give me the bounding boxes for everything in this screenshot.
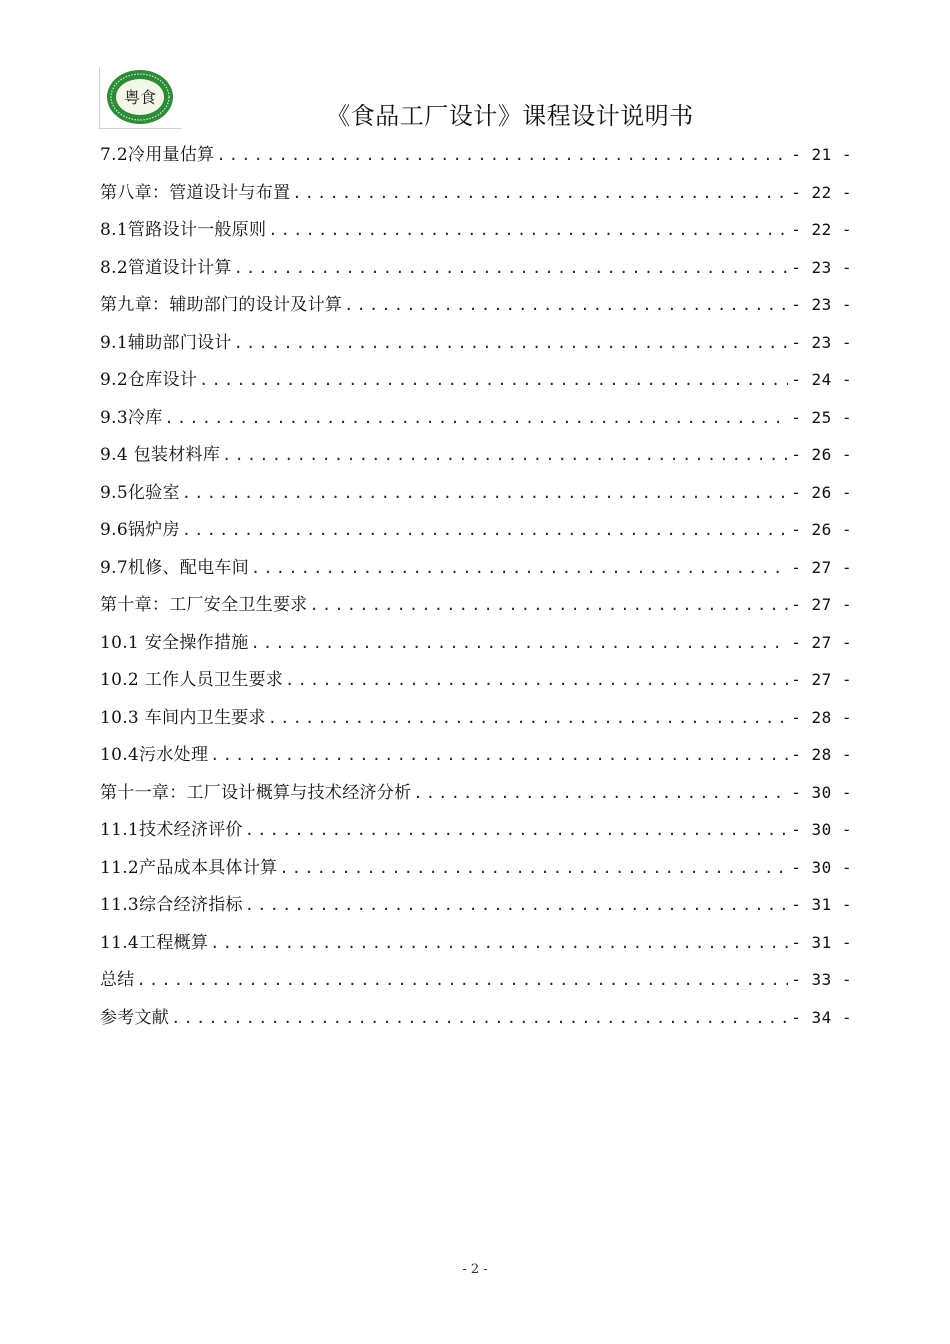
toc-entry-page: - 28 - — [791, 745, 852, 764]
toc-entry[interactable] — [100, 440, 852, 478]
toc-entry-title: 9.4 包装材料库 — [100, 445, 221, 465]
toc-dot-leader — [165, 409, 788, 427]
toc-dot-leader — [137, 971, 788, 989]
toc-entry-title: 第九章：辅助部门的设计及计算 — [100, 295, 343, 315]
toc-entry-page: - 23 - — [791, 295, 852, 314]
toc-dot-leader — [234, 259, 788, 277]
document-title: 《食品工厂设计》课程设计说明书 — [326, 102, 694, 130]
toc-entry-title: 9.1辅助部门设计 — [100, 332, 232, 353]
toc-entry-title: 10.1 安全操作措施 — [100, 632, 249, 653]
toc-entry[interactable] — [100, 740, 852, 778]
toc-entry-title: 11.1技术经济评价 — [100, 820, 243, 840]
toc-dot-leader — [251, 559, 788, 577]
toc-dot-leader — [268, 221, 788, 239]
toc-entry-title: 8.1管路设计一般原则 — [100, 220, 267, 240]
toc-entry-title: 9.2仓库设计 — [100, 370, 198, 390]
toc-entry-page: - 21 - — [791, 145, 852, 164]
toc-dot-leader — [310, 596, 788, 614]
page-header — [0, 0, 950, 132]
toc-entry[interactable] — [100, 703, 852, 741]
toc-entry-page: - 26 - — [791, 482, 852, 502]
toc-entry-page: - 25 - — [791, 407, 852, 427]
toc-entry-title: 11.4工程概算 — [100, 932, 209, 953]
toc-entry[interactable] — [100, 328, 852, 366]
toc-entry-page: - 33 - — [791, 970, 852, 989]
toc-entry-page: - 34 - — [791, 1007, 852, 1027]
toc-entry-title: 9.6锅炉房 — [100, 520, 180, 540]
toc-entry[interactable] — [100, 965, 852, 1003]
toc-entry-page: - 26 - — [791, 445, 852, 464]
toc-entry-title: 10.4污水处理 — [100, 745, 209, 765]
toc-entry-title: 10.3 车间内卫生要求 — [100, 707, 266, 728]
toc-dot-leader — [210, 746, 788, 764]
toc-dot-leader — [344, 296, 788, 314]
toc-entry-page: - 26 - — [791, 520, 852, 539]
toc-entry[interactable] — [100, 478, 852, 516]
toc-dot-leader — [199, 371, 788, 389]
toc-entry-title: 10.2 工作人员卫生要求 — [100, 670, 284, 690]
toc-entry-page: - 30 - — [791, 857, 852, 877]
toc-entry-title: 第十章：工厂安全卫生要求 — [100, 595, 308, 615]
toc-entry[interactable] — [100, 890, 852, 928]
toc-entry-page: - 28 - — [791, 707, 852, 727]
toc-dot-leader — [171, 1009, 788, 1027]
toc-entry[interactable] — [100, 853, 852, 891]
toc-entry-title: 7.2冷用量估算 — [100, 145, 215, 165]
toc-entry-title: 9.3冷库 — [100, 407, 163, 428]
toc-entry-page: - 31 - — [791, 895, 852, 914]
toc-dot-leader — [413, 784, 788, 802]
toc-entry[interactable] — [100, 815, 852, 853]
toc-entry-page: - 22 - — [791, 220, 852, 239]
toc-entry-page: - 30 - — [791, 820, 852, 839]
toc-dot-leader — [292, 184, 788, 202]
page-number: - 2 - — [462, 1262, 488, 1277]
toc-entry[interactable] — [100, 1003, 852, 1041]
toc-entry-page: - 27 - — [791, 557, 852, 577]
toc-entry[interactable] — [100, 553, 852, 591]
seal-lettering: 粤食 — [123, 88, 157, 107]
toc-dot-leader — [182, 484, 788, 502]
toc-entry-title: 11.3综合经济指标 — [100, 895, 243, 915]
toc-entry-title: 参考文献 — [100, 1007, 170, 1028]
toc-entry[interactable] — [100, 403, 852, 441]
toc-entry-title: 11.2产品成本具体计算 — [100, 857, 278, 878]
toc-entry[interactable] — [100, 665, 852, 703]
toc-entry-title: 第八章：管道设计与布置 — [100, 182, 291, 203]
toc-dot-leader — [182, 521, 788, 539]
toc-entry-page: - 27 - — [791, 670, 852, 689]
toc-entry[interactable] — [100, 253, 852, 291]
toc-entry[interactable] — [100, 778, 852, 816]
toc-entry-page: - 24 - — [791, 370, 852, 389]
toc-entry-title: 第十一章：工厂设计概算与技术经济分析 — [100, 782, 412, 803]
toc-dot-leader — [222, 446, 788, 464]
toc-dot-leader — [285, 671, 788, 689]
toc-entry-page: - 23 - — [791, 332, 852, 352]
toc-entry[interactable] — [100, 928, 852, 966]
toc-dot-leader — [216, 146, 788, 164]
toc-entry[interactable] — [100, 215, 852, 253]
toc-entry[interactable] — [100, 628, 852, 666]
toc-entry-page: - 30 - — [791, 782, 852, 802]
toc-entry-title: 总结 — [100, 970, 135, 990]
toc-dot-leader — [245, 896, 788, 914]
toc-entry[interactable] — [100, 290, 852, 328]
toc-entry-page: - 23 - — [791, 257, 852, 277]
toc-entry[interactable] — [100, 178, 852, 216]
toc-entry-title: 9.7机修、配电车间 — [100, 557, 250, 578]
toc-dot-leader — [234, 334, 788, 352]
toc-dot-leader — [245, 821, 788, 839]
toc-dot-leader — [251, 634, 788, 652]
toc-entry[interactable] — [100, 140, 852, 178]
toc-dot-leader — [268, 709, 788, 727]
toc-entry-page: - 31 - — [791, 932, 852, 952]
toc-dot-leader — [279, 859, 788, 877]
toc-entry-title: 9.5化验室 — [100, 482, 180, 503]
toc-dot-leader — [210, 934, 788, 952]
table-of-contents — [100, 140, 852, 1040]
toc-entry[interactable] — [100, 365, 852, 403]
toc-entry[interactable] — [100, 590, 852, 628]
toc-entry-title: 8.2管道设计计算 — [100, 257, 232, 278]
toc-entry-page: - 22 - — [791, 182, 852, 202]
toc-entry-page: - 27 - — [791, 595, 852, 614]
toc-entry-page: - 27 - — [791, 632, 852, 652]
toc-entry[interactable] — [100, 515, 852, 553]
